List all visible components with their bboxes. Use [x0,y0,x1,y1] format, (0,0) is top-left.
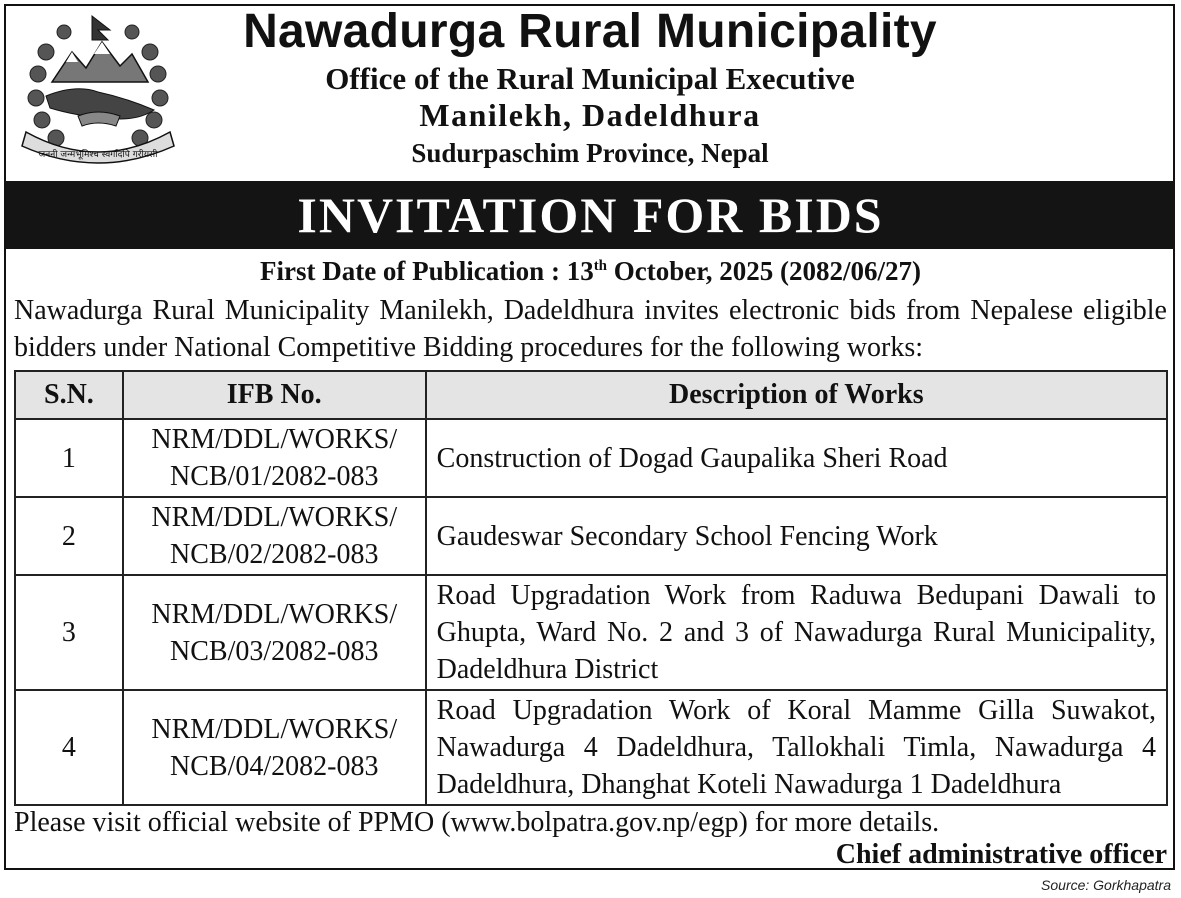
ifb-line1: NRM/DDL/WORKS/ [151,598,398,630]
column-header-description: Description of Works [426,371,1167,419]
office-name: Office of the Rural Municipal Executive [325,61,855,96]
province-country: Sudurpaschim Province, Nepal [411,138,769,168]
row-ifb-number [123,575,426,690]
column-header-sn: S.N. [15,371,123,419]
works-table [14,370,1168,806]
ifb-line1: NRM/DDL/WORKS/ [151,713,398,745]
row-description: Construction of Dogad Gaupalika Sheri Road [426,419,1167,497]
publication-date-ordinal: th [593,258,608,274]
row-sn: 3 [15,575,123,690]
ifb-line1: NRM/DDL/WORKS/ [151,424,398,455]
row-ifb-number [123,497,426,575]
table-row [15,497,1167,575]
ifb-line2: NCB/03/2082-083 [170,635,379,667]
ifb-line2: NCB/01/2082-083 [170,461,379,492]
ifb-line2: NCB/04/2082-083 [170,750,379,782]
row-sn: 2 [15,497,123,575]
table-row [15,575,1167,690]
nepal-government-emblem-icon [16,12,180,170]
table-row [15,690,1167,805]
column-header-ifb: IFB No. [123,371,426,419]
publication-date-prefix: First Date of Publication : 13 [259,256,594,286]
source-credit: Source: Gorkhapatra [1041,877,1171,893]
publication-date [0,254,1181,288]
row-ifb-number [123,419,426,497]
invitation-paragraph: Nawadurga Rural Municipality Manilekh, Dadeldhura invites electronic bids from Nepalese eligible bidders under National Competitive Bidding procedures for the following works: [14,295,1167,363]
row-ifb-number [123,690,426,805]
row-sn: 1 [15,419,123,497]
ifb-line2: NCB/02/2082-083 [170,539,379,570]
table-header-row [15,371,1167,419]
emblem-motto: जननी जन्मभूमिश्च स्वर्गादपि गरीयसी [38,150,158,160]
table-row [15,419,1167,497]
organization-title: Nawadurga Rural Municipality [243,5,937,58]
ifb-line1: NRM/DDL/WORKS/ [151,502,398,533]
more-details-note: Please visit official website of PPMO (www.bolpatra.gov.np/egp) for more details. [14,807,940,838]
notice-header [0,0,1181,180]
publication-date-suffix: October, 2025 (2082/06/27) [607,256,921,286]
row-description: Road Upgradation Work from Raduwa Bedupani Dawali to Ghupta, Ward No. 2 and 3 of Nawadurga Rural Municipality, Dadeldhura District [426,575,1167,690]
office-location: Manilekh, Dadeldhura [419,97,761,133]
row-sn: 4 [15,690,123,805]
row-description: Road Upgradation Work of Koral Mamme Gilla Suwakot, Nawadurga 4 Dadeldhura, Tallokhali Timla, Nawadurga 4 Dadeldhura, Dhanghat Koteli Nawadurga 1 Dadeldhura [426,690,1167,805]
notice-banner-title: INVITATION FOR BIDS [6,181,1175,249]
signatory-title: Chief administrative officer [835,839,1167,870]
row-description: Gaudeswar Secondary School Fencing Work [426,497,1167,575]
